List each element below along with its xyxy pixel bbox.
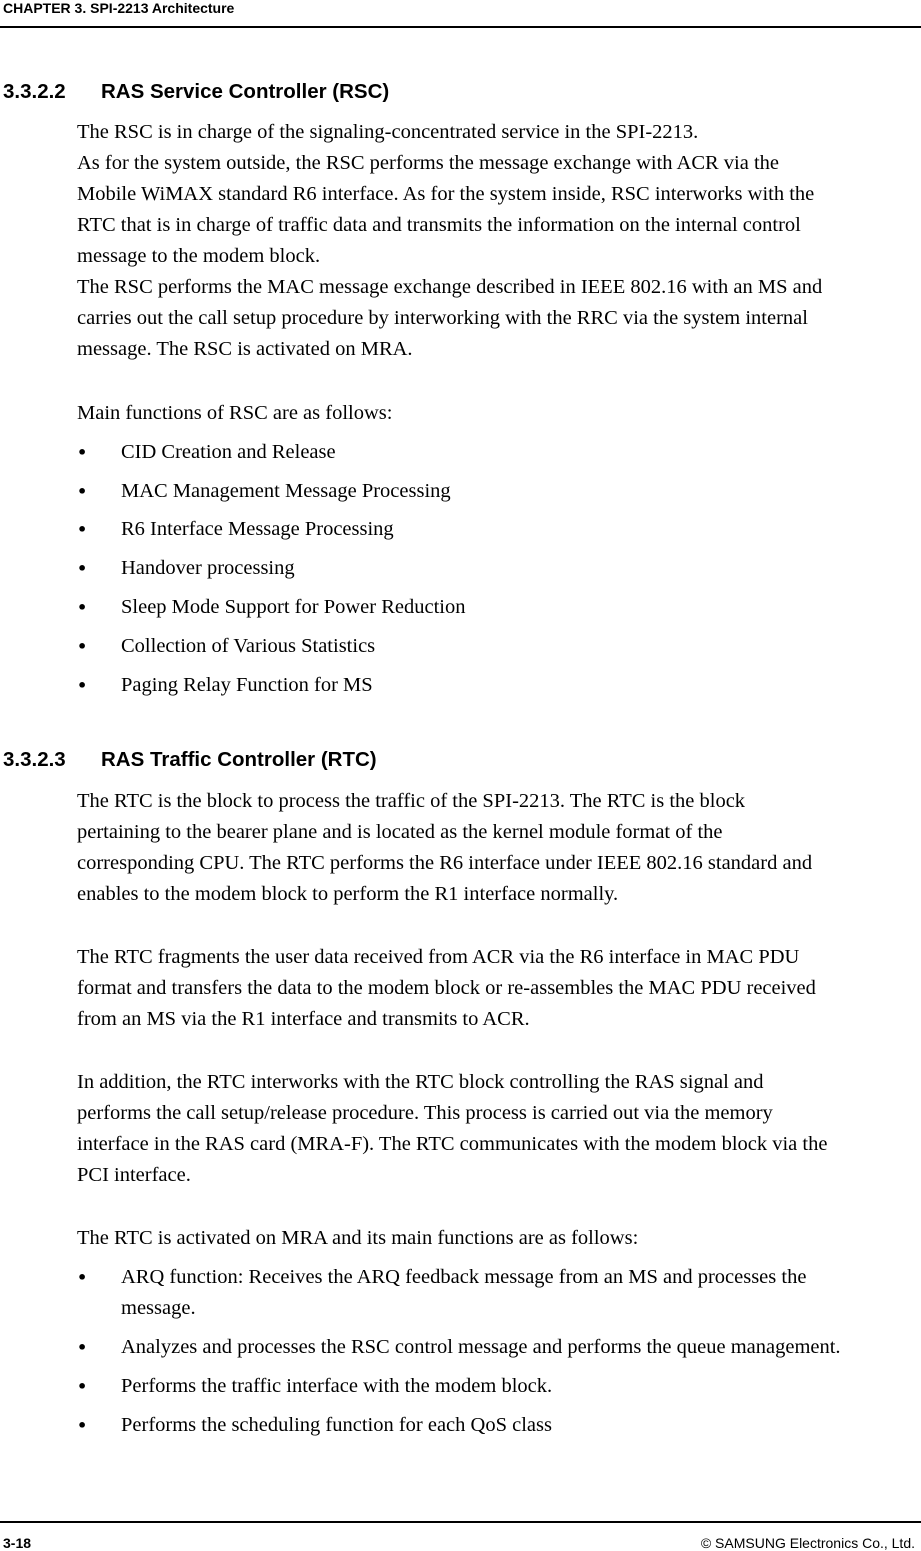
text-line: performs the call setup/release procedure. This process is carried out via the memory xyxy=(77,1102,773,1124)
text-line: Mobile WiMAX standard R6 interface. As for the system inside, RSC interworks with the xyxy=(77,183,815,205)
list-item: • CID Creation and Release xyxy=(77,437,919,468)
list-item: • Paging Relay Function for MS xyxy=(77,670,919,701)
rtc-paragraph-3 xyxy=(77,1067,919,1191)
text-line: The RSC is in charge of the signaling-concentrated service in the SPI-2213. xyxy=(77,121,699,143)
rtc-functions-intro: The RTC is activated on MRA and its main functions are as follows: xyxy=(77,1227,639,1249)
section-heading-rsc xyxy=(3,79,389,105)
text-line: enables to the modem block to perform the R1 interface normally. xyxy=(77,883,619,905)
text-line: from an MS via the R1 interface and transmits to ACR. xyxy=(77,1008,530,1030)
text-line: PCI interface. xyxy=(77,1164,191,1186)
text-line: message. The RSC is activated on MRA. xyxy=(77,338,413,360)
bullet-icon: • xyxy=(77,598,88,617)
bullet-icon: • xyxy=(77,637,88,656)
rsc-functions-intro: Main functions of RSC are as follows: xyxy=(77,402,393,424)
section-number: 3.3.2.3 xyxy=(3,748,66,771)
text-line: In addition, the RTC interworks with the RTC block controlling the RAS signal and xyxy=(77,1071,764,1093)
bullet-icon: • xyxy=(77,1338,88,1357)
text-line: As for the system outside, the RSC performs the message exchange with ACR via the xyxy=(77,152,780,174)
bullet-icon: • xyxy=(77,1416,88,1435)
list-item: • Handover processing xyxy=(77,553,919,584)
text-line: message to the modem block. xyxy=(77,245,321,267)
bullet-icon: • xyxy=(77,676,88,695)
section-title: RAS Traffic Controller (RTC) xyxy=(101,748,377,771)
copyright: © SAMSUNG Electronics Co., Ltd. xyxy=(700,1535,915,1551)
list-item: • Performs the scheduling function for each QoS class xyxy=(77,1410,919,1441)
text-line: interface in the RAS card (MRA-F). The RTC communicates with the modem block via the xyxy=(77,1133,828,1155)
section-heading-rtc xyxy=(3,747,377,773)
bullet-icon: • xyxy=(77,1377,88,1396)
list-item: • Sleep Mode Support for Power Reduction xyxy=(77,592,919,623)
footer-rule xyxy=(0,1521,921,1523)
list-item: • Analyzes and processes the RSC control message and performs the queue management. xyxy=(77,1332,919,1363)
list-item: • Collection of Various Statistics xyxy=(77,631,919,662)
text-line: pertaining to the bearer plane and is located as the kernel module format of the xyxy=(77,821,723,843)
text-line: corresponding CPU. The RTC performs the R6 interface under IEEE 802.16 standard and xyxy=(77,852,813,874)
bullet-icon: • xyxy=(77,443,88,462)
text-line: carries out the call setup procedure by interworking with the RRC via the system internal xyxy=(77,307,808,329)
rsc-function-list xyxy=(77,437,919,701)
section-number: 3.3.2.2 xyxy=(3,80,66,103)
list-item: • MAC Management Message Processing xyxy=(77,476,919,507)
text-line: format and transfers the data to the modem block or re-assembles the MAC PDU received xyxy=(77,977,816,999)
text-line: The RSC performs the MAC message exchange described in IEEE 802.16 with an MS and xyxy=(77,276,823,298)
bullet-icon: • xyxy=(77,559,88,578)
list-item: • R6 Interface Message Processing xyxy=(77,514,919,545)
rsc-description xyxy=(77,117,919,365)
bullet-icon: • xyxy=(77,1268,88,1287)
rtc-paragraph-1 xyxy=(77,786,919,910)
page-number: 3-18 xyxy=(3,1535,32,1551)
bullet-icon: • xyxy=(77,520,88,539)
text-line: RTC that is in charge of traffic data and transmits the information on the internal control xyxy=(77,214,801,236)
list-item: • ARQ function: Receives the ARQ feedback message from an MS and processes the message. xyxy=(77,1262,919,1324)
rtc-paragraph-2 xyxy=(77,942,919,1035)
text-line: The RTC fragments the user data received from ACR via the R6 interface in MAC PDU xyxy=(77,946,800,968)
rtc-function-list xyxy=(77,1262,919,1441)
header-rule xyxy=(0,26,921,28)
chapter-header: CHAPTER 3. SPI-2213 Architecture xyxy=(3,0,235,16)
list-item: • Performs the traffic interface with the modem block. xyxy=(77,1371,919,1402)
section-title: RAS Service Controller (RSC) xyxy=(101,80,390,103)
text-line: The RTC is the block to process the traffic of the SPI-2213. The RTC is the block xyxy=(77,790,746,812)
bullet-icon: • xyxy=(77,482,88,501)
